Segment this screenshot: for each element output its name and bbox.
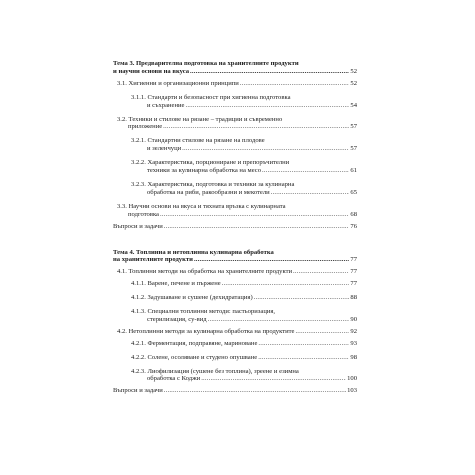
table-of-contents	[113, 60, 357, 395]
dot-leader	[295, 328, 349, 336]
dot-leader	[182, 145, 349, 153]
toc-entry-text: Въпроси и задачи	[113, 222, 163, 230]
dot-leader	[262, 167, 349, 175]
dot-leader	[254, 294, 350, 302]
toc-entry-text: и зеленчуци	[147, 145, 182, 153]
toc-page-number: 93	[350, 339, 357, 347]
toc-entry-text: 3.1.1. Стандарти и безопасност при хигиенна подготовка	[131, 93, 291, 101]
toc-entry-text: Тема 3. Предварителна подготовка на хранителните продукти	[113, 60, 299, 67]
toc-page-number: 77	[350, 268, 357, 276]
dot-leader	[222, 280, 350, 288]
dot-leader	[258, 354, 349, 362]
toc-entry-text: подготовка	[128, 210, 159, 218]
toc-entry-text: приложение	[128, 123, 163, 131]
toc-entry-text: и съхранение	[147, 101, 185, 109]
toc-page-number: 68	[350, 210, 357, 218]
toc-entry-text: 4.2.2. Солене, осоляване и студено опушване	[131, 353, 258, 361]
toc-page-number: 57	[350, 145, 357, 153]
toc-section-3-1[interactable]	[117, 80, 357, 88]
toc-section-3-2-3[interactable]	[131, 181, 357, 197]
toc-section-3-1-1[interactable]	[131, 94, 357, 110]
toc-entry-text: 4.2. Нетоплинни методи за кулинарна обработка на продуктите	[117, 327, 295, 335]
toc-page-number: 92	[350, 327, 357, 335]
toc-page-number: 65	[350, 188, 357, 196]
dot-leader	[163, 123, 349, 131]
toc-entry-text: 3.3. Научни основи на вкуса и тяхната връзка с кулинарната	[117, 202, 286, 210]
toc-entry-text: и научни основи на вкуса	[113, 67, 190, 75]
toc-entry-text: стерилизация, су-вид	[147, 315, 207, 323]
toc-entry-text: 3.2.1. Стандартни стилове на рязане на плодове	[131, 137, 265, 145]
dot-leader	[240, 80, 350, 88]
toc-questions-3[interactable]	[113, 223, 357, 231]
dot-leader	[258, 340, 349, 348]
toc-page-number: 61	[350, 167, 357, 175]
dot-leader	[160, 211, 349, 219]
toc-entry-text: 4.1.2. Задушаване и сушене (дехидратация)	[131, 294, 253, 302]
toc-entry-text: Тема 4. Топлинна и нетоплинна кулинарна обработка	[113, 248, 274, 256]
dot-leader	[185, 102, 349, 110]
toc-entry-text: 3.2.2. Характеристика, порциониране и препоръчителни	[131, 159, 290, 167]
toc-page-number: 88	[350, 294, 357, 302]
toc-section-3-3[interactable]	[117, 203, 357, 219]
dot-leader	[164, 223, 350, 231]
toc-section-4-2-2[interactable]	[131, 354, 357, 362]
dot-leader	[208, 316, 350, 324]
toc-section-4-2-3[interactable]	[131, 368, 357, 384]
toc-page-number: 77	[350, 280, 357, 288]
toc-section-3-2-1[interactable]	[131, 137, 357, 153]
toc-page-number: 100	[347, 375, 357, 383]
toc-entry-text: обработка на риби, ракообразни и мекотели	[147, 188, 270, 196]
toc-entry-text: на хранителните продукти	[113, 256, 193, 264]
toc-entry-text: Въпроси и задачи	[113, 387, 163, 395]
toc-section-3-2-2[interactable]	[131, 159, 357, 175]
toc-entry-text: 3.2. Техники и стилове на рязане – традиции и съвременно	[117, 115, 283, 123]
toc-entry-text: 4.1.3. Специални топлинни методи: пастьоризация,	[131, 308, 276, 316]
toc-entry-text: обработка с Коджи	[147, 375, 201, 383]
toc-section-4-1-2[interactable]	[131, 294, 357, 302]
toc-entry-text: 4.2.3. Лиофилизация (сушене без топлина), зреене и езимна	[131, 367, 299, 375]
toc-page-number: 90	[350, 315, 357, 323]
toc-entry-text: 4.2.1. Ферментация, подправяне, мариноване	[131, 339, 258, 347]
toc-page-number: 76	[350, 222, 357, 230]
dot-leader	[194, 256, 349, 264]
toc-page-number: 52	[350, 67, 357, 75]
toc-entry-text: 3.1. Хигиенни и организационни принципи	[117, 79, 239, 87]
toc-entry-text: 4.1.1. Варене, печене и пържене	[131, 280, 221, 288]
toc-section-4-2[interactable]	[117, 328, 357, 336]
toc-entry-text: 3.2.3. Характеристика, подготовка и техники за кулинарна	[131, 180, 295, 188]
toc-entry-text: 4.1. Топлинни методи на обработка на хранителните продукти	[117, 268, 292, 276]
toc-questions-4[interactable]	[113, 387, 357, 395]
dot-leader	[164, 387, 346, 395]
toc-section-4-1-3[interactable]	[131, 308, 357, 324]
toc-page-number: 57	[350, 123, 357, 131]
toc-entry-text: техники за кулинарна обработка на месо	[147, 167, 262, 175]
dot-leader	[190, 68, 349, 76]
toc-section-4-2-1[interactable]	[131, 340, 357, 348]
toc-chapter-3[interactable]	[113, 60, 357, 76]
toc-page-number: 103	[347, 387, 357, 395]
toc-chapter-4[interactable]	[113, 249, 357, 265]
toc-section-3-2[interactable]	[117, 116, 357, 132]
toc-page-number: 52	[350, 79, 357, 87]
toc-page-number: 54	[350, 101, 357, 109]
toc-page-number: 98	[350, 353, 357, 361]
dot-leader	[293, 268, 349, 276]
toc-section-4-1-1[interactable]	[131, 280, 357, 288]
dot-leader	[201, 375, 346, 383]
toc-page-number: 77	[350, 256, 357, 264]
dot-leader	[271, 189, 350, 197]
toc-section-4-1[interactable]	[117, 268, 357, 276]
